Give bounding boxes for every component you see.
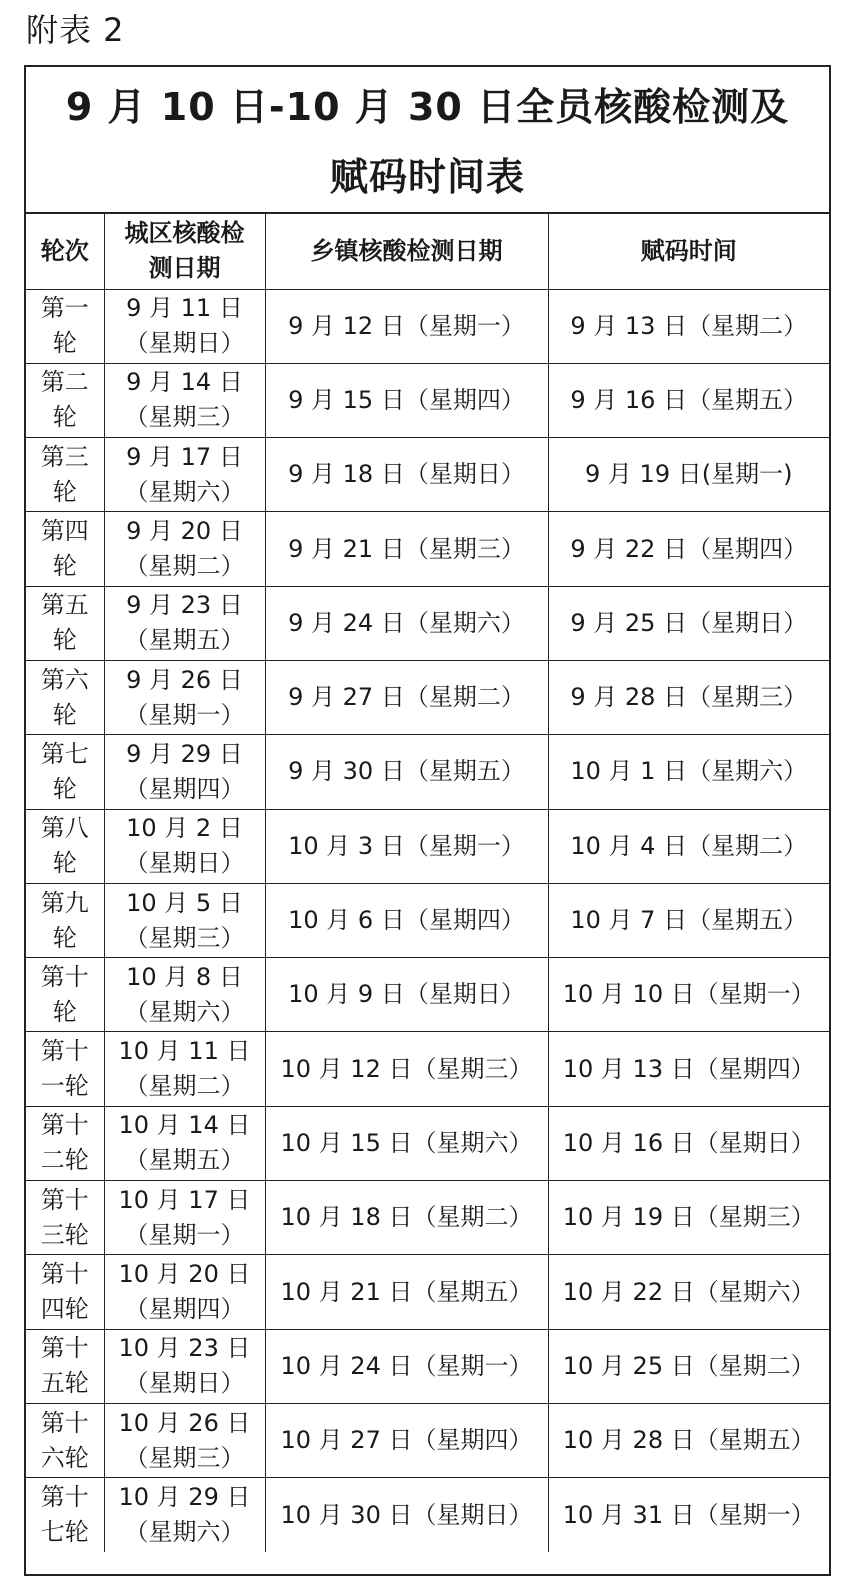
cell-city-date — [104, 809, 265, 883]
cell-city-date-line-1: 10 月 26 日 — [118, 1408, 251, 1437]
cell-city-date-line-2: （星期三） — [124, 1443, 245, 1472]
cell-city-date — [104, 512, 265, 586]
cell-code-date: 9 月 22 日（星期四） — [548, 512, 829, 586]
cell-city-date-line-2: （星期六） — [124, 1518, 245, 1547]
cell-code-date: 10 月 16 日（星期日） — [548, 1106, 829, 1180]
cell-city-date-line-2: （星期一） — [124, 700, 245, 729]
cell-round-line-1: 第十 — [40, 1483, 89, 1512]
cell-round — [26, 512, 104, 586]
cell-round — [26, 735, 104, 809]
table-row — [26, 1329, 829, 1403]
cell-city-date-line-1: 10 月 8 日 — [126, 962, 243, 991]
cell-round — [26, 438, 104, 512]
table-row — [26, 809, 829, 883]
cell-round-line-2: 轮 — [52, 700, 77, 729]
cell-round — [26, 1106, 104, 1180]
cell-round — [26, 289, 104, 363]
cell-city-date-line-2: （星期日） — [124, 1369, 245, 1398]
cell-city-date-line-1: 9 月 11 日 — [126, 294, 243, 323]
cell-town-date: 10 月 3 日（星期一） — [265, 809, 548, 883]
table-body — [26, 289, 829, 1552]
cell-city-date — [104, 1255, 265, 1329]
cell-city-date-line-1: 10 月 11 日 — [118, 1037, 251, 1066]
cell-city-date-line-1: 10 月 2 日 — [126, 814, 243, 843]
cell-city-date-line-1: 10 月 14 日 — [118, 1111, 251, 1140]
cell-round-line-2: 二轮 — [40, 1146, 89, 1175]
cell-round-line-2: 轮 — [52, 849, 77, 878]
header-code-date: 赋码时间 — [548, 214, 829, 289]
cell-city-date-line-2: （星期二） — [124, 552, 245, 581]
cell-city-date-line-2: （星期六） — [124, 477, 245, 506]
schedule-table — [26, 214, 829, 1552]
cell-code-date: 10 月 1 日（星期六） — [548, 735, 829, 809]
header-town-date: 乡镇核酸检测日期 — [265, 214, 548, 289]
cell-town-date: 9 月 30 日（星期五） — [265, 735, 548, 809]
cell-round-line-1: 第十 — [40, 962, 89, 991]
table-row — [26, 512, 829, 586]
cell-city-date-line-2: （星期三） — [124, 923, 245, 952]
cell-city-date — [104, 660, 265, 734]
cell-round — [26, 1255, 104, 1329]
table-row — [26, 1403, 829, 1477]
table-row — [26, 660, 829, 734]
table-row — [26, 289, 829, 363]
table-row — [26, 958, 829, 1032]
cell-city-date-line-2: （星期五） — [124, 1146, 245, 1175]
cell-round-line-2: 三轮 — [40, 1220, 89, 1249]
cell-city-date-line-1: 10 月 29 日 — [118, 1483, 251, 1512]
table-row — [26, 1181, 829, 1255]
cell-code-date: 9 月 16 日（星期五） — [548, 363, 829, 437]
cell-town-date: 10 月 18 日（星期二） — [265, 1181, 548, 1255]
cell-town-date: 10 月 15 日（星期六） — [265, 1106, 548, 1180]
cell-town-date: 9 月 24 日（星期六） — [265, 586, 548, 660]
cell-round-line-1: 第九 — [40, 888, 89, 917]
cell-code-date: 10 月 25 日（星期二） — [548, 1329, 829, 1403]
cell-round-line-1: 第二 — [40, 368, 89, 397]
cell-round-line-2: 一轮 — [40, 1072, 89, 1101]
cell-round-line-2: 五轮 — [40, 1369, 89, 1398]
cell-round-line-1: 第十 — [40, 1037, 89, 1066]
cell-town-date: 10 月 6 日（星期四） — [265, 883, 548, 957]
cell-round-line-2: 轮 — [52, 403, 77, 432]
cell-city-date — [104, 586, 265, 660]
cell-code-date: 10 月 10 日（星期一） — [548, 958, 829, 1032]
cell-code-date: 10 月 4 日（星期二） — [548, 809, 829, 883]
cell-round-line-1: 第一 — [40, 294, 89, 323]
cell-town-date: 10 月 30 日（星期日） — [265, 1478, 548, 1552]
cell-code-date: 10 月 7 日（星期五） — [548, 883, 829, 957]
cell-city-date-line-1: 10 月 20 日 — [118, 1260, 251, 1288]
header-city-date — [104, 214, 265, 289]
table-header-row — [26, 214, 829, 289]
cell-round — [26, 1032, 104, 1106]
cell-city-date-line-2: （星期四） — [124, 774, 245, 803]
cell-code-date: 10 月 19 日（星期三） — [548, 1181, 829, 1255]
table-row — [26, 883, 829, 957]
cell-city-date — [104, 363, 265, 437]
table-row — [26, 735, 829, 809]
cell-city-date-line-1: 10 月 23 日 — [118, 1334, 251, 1363]
table-row — [26, 586, 829, 660]
cell-city-date-line-1: 9 月 14 日 — [126, 368, 243, 397]
cell-round-line-2: 轮 — [52, 477, 77, 506]
cell-city-date-line-1: 9 月 17 日 — [126, 442, 243, 471]
cell-city-date-line-2: （星期三） — [124, 403, 245, 432]
cell-code-date: 9 月 19 日(星期一) — [548, 438, 829, 512]
cell-city-date-line-1: 10 月 5 日 — [126, 888, 243, 917]
cell-city-date-line-1: 10 月 17 日 — [118, 1185, 251, 1214]
attachment-caption: 附表 2 — [26, 11, 125, 49]
cell-round-line-2: 轮 — [52, 774, 77, 803]
table-row — [26, 438, 829, 512]
cell-round-line-1: 第六 — [40, 665, 89, 694]
cell-town-date: 10 月 21 日（星期五） — [265, 1255, 548, 1329]
cell-code-date: 10 月 22 日（星期六） — [548, 1255, 829, 1329]
cell-round-line-2: 轮 — [52, 329, 77, 358]
cell-town-date: 9 月 27 日（星期二） — [265, 660, 548, 734]
cell-town-date: 9 月 12 日（星期一） — [265, 289, 548, 363]
cell-city-date-line-2: （星期二） — [124, 1072, 245, 1101]
table-row — [26, 1478, 829, 1552]
cell-round — [26, 958, 104, 1032]
cell-code-date: 9 月 13 日（星期二） — [548, 289, 829, 363]
cell-round — [26, 809, 104, 883]
cell-round — [26, 1403, 104, 1477]
cell-code-date: 10 月 31 日（星期一） — [548, 1478, 829, 1552]
cell-city-date-line-1: 9 月 26 日 — [126, 665, 243, 694]
cell-city-date — [104, 1032, 265, 1106]
cell-code-date: 10 月 28 日（星期五） — [548, 1403, 829, 1477]
cell-city-date — [104, 1478, 265, 1552]
cell-city-date — [104, 1329, 265, 1403]
cell-round-line-1: 第十 — [40, 1185, 89, 1214]
cell-town-date: 10 月 9 日（星期日） — [265, 958, 548, 1032]
table-row — [26, 1032, 829, 1106]
cell-round-line-1: 第十 — [40, 1260, 89, 1288]
cell-city-date-line-2: （星期一） — [124, 1220, 245, 1249]
cell-round-line-2: 六轮 — [40, 1443, 89, 1472]
cell-city-date — [104, 1106, 265, 1180]
cell-round-line-2: 七轮 — [40, 1518, 89, 1547]
cell-round-line-1: 第四 — [40, 517, 89, 546]
cell-city-date — [104, 289, 265, 363]
cell-town-date: 9 月 21 日（星期三） — [265, 512, 548, 586]
cell-round-line-1: 第八 — [40, 814, 89, 843]
cell-round-line-1: 第十 — [40, 1334, 89, 1363]
cell-round-line-2: 轮 — [52, 626, 77, 655]
cell-city-date-line-2: （星期日） — [124, 329, 245, 358]
cell-city-date-line-2: （星期六） — [124, 997, 245, 1026]
cell-round-line-1: 第十 — [40, 1408, 89, 1437]
cell-city-date — [104, 735, 265, 809]
cell-code-date: 10 月 13 日（星期四） — [548, 1032, 829, 1106]
cell-town-date: 10 月 24 日（星期一） — [265, 1329, 548, 1403]
cell-town-date: 9 月 15 日（星期四） — [265, 363, 548, 437]
cell-round-line-1: 第五 — [40, 591, 89, 620]
cell-city-date-line-1: 9 月 23 日 — [126, 591, 243, 620]
cell-city-date — [104, 1181, 265, 1255]
cell-round — [26, 1181, 104, 1255]
cell-city-date-line-2: （星期五） — [124, 626, 245, 655]
cell-city-date — [104, 958, 265, 1032]
cell-round-line-2: 四轮 — [40, 1295, 89, 1323]
cell-round — [26, 883, 104, 957]
cell-round-line-2: 轮 — [52, 923, 77, 952]
cell-round — [26, 586, 104, 660]
cell-city-date-line-2: （星期日） — [124, 849, 245, 878]
cell-city-date-line-2: （星期四） — [124, 1295, 245, 1323]
cell-city-date-line-1: 9 月 29 日 — [126, 739, 243, 768]
cell-city-date — [104, 1403, 265, 1477]
cell-round-line-1: 第七 — [40, 739, 89, 768]
cell-round-line-1: 第十 — [40, 1111, 89, 1140]
header-city-date-line-2: 测日期 — [148, 254, 221, 283]
cell-round-line-1: 第三 — [40, 442, 89, 471]
cell-round — [26, 660, 104, 734]
table-title: 9 月 10 日-10 月 30 日全员核酸检测及赋码时间表 — [26, 67, 829, 214]
cell-code-date: 9 月 25 日（星期日） — [548, 586, 829, 660]
header-round: 轮次 — [26, 214, 104, 289]
cell-city-date — [104, 883, 265, 957]
cell-town-date: 10 月 27 日（星期四） — [265, 1403, 548, 1477]
cell-town-date: 9 月 18 日（星期日） — [265, 438, 548, 512]
table-row — [26, 363, 829, 437]
table-row — [26, 1106, 829, 1180]
cell-round-line-2: 轮 — [52, 997, 77, 1026]
cell-city-date-line-1: 9 月 20 日 — [126, 517, 243, 546]
cell-round — [26, 363, 104, 437]
cell-town-date: 10 月 12 日（星期三） — [265, 1032, 548, 1106]
cell-code-date: 9 月 28 日（星期三） — [548, 660, 829, 734]
cell-city-date — [104, 438, 265, 512]
header-city-date-line-1: 城区核酸检 — [124, 219, 245, 248]
cell-round-line-2: 轮 — [52, 552, 77, 581]
cell-round — [26, 1478, 104, 1552]
cell-round — [26, 1329, 104, 1403]
schedule-table-container — [24, 65, 831, 1576]
table-row — [26, 1255, 829, 1329]
